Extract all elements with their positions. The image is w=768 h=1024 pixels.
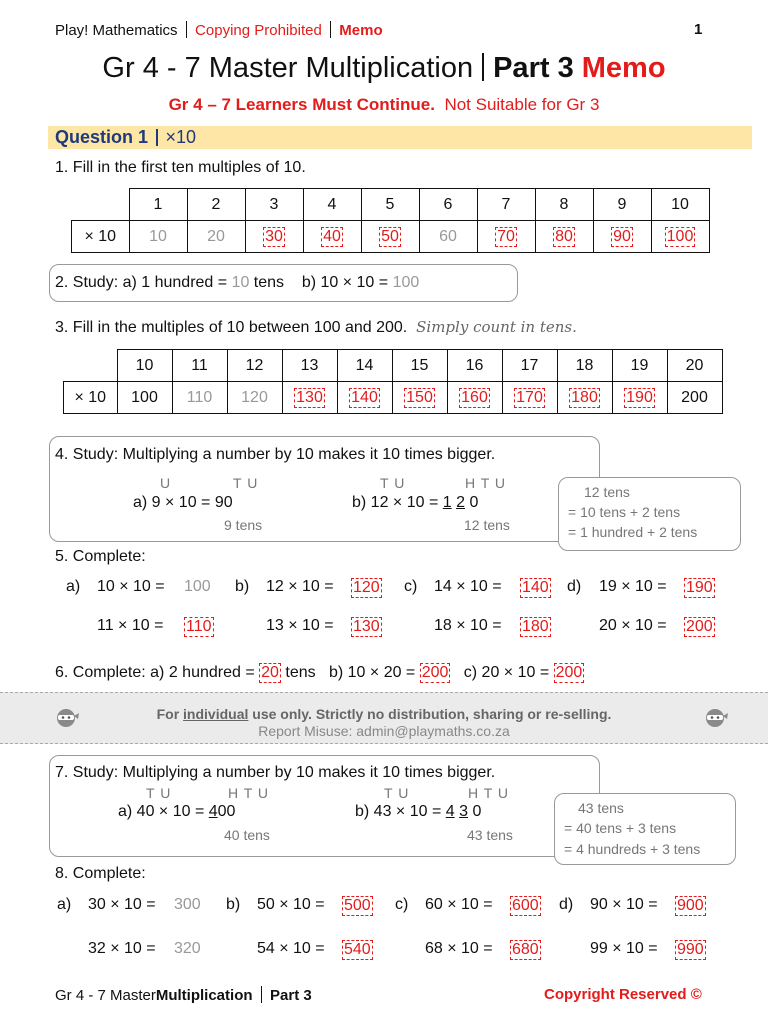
q3-value-cell (117, 382, 172, 414)
q7-instruction: 7. Study: Multiplying a number by 10 makes it 10 times bigger. (55, 764, 496, 781)
q3-hint: Simply count in tens. (416, 318, 577, 336)
q1-value-cell (245, 221, 303, 253)
q5-item-answer: 110 (186, 618, 212, 635)
q8-item-letter: c) (395, 896, 409, 913)
q2-prefix: 2. Study: a) 1 hundred = (55, 274, 232, 291)
q5-item-answer: 100 (184, 578, 211, 595)
q7-b-expr (355, 803, 481, 821)
q5-item-letter: b) (235, 578, 250, 595)
q1-value: 70 (497, 227, 515, 245)
q8-item-answer: 300 (174, 896, 201, 913)
q7-b-digit-h: 4 (445, 803, 455, 820)
q6-b-prefix: b) 10 × 20 = (328, 664, 416, 681)
q7-a-expr (118, 803, 235, 821)
q5-instruction: 5. Complete: (55, 548, 146, 565)
q3-value-cell (227, 382, 282, 414)
q2-b-answer: 100 (392, 274, 420, 291)
q8-item-answer: 540 (344, 941, 371, 958)
q1-value-cell (593, 221, 651, 253)
q8-item-expr: 30 × 10 = (88, 896, 156, 913)
q8-item-answer: 600 (512, 897, 539, 914)
footer-series: Gr 4 - 7 Master (55, 987, 156, 1004)
memo-tag: Memo (339, 22, 383, 39)
page-header (55, 21, 383, 39)
q8-item-answer-wrap (174, 940, 201, 958)
q7-b-digit-u: 0 (472, 803, 482, 820)
q1-header-cell: 7 (477, 189, 535, 221)
q3-header-cell: 14 (337, 350, 392, 382)
question-op: ×10 (165, 127, 197, 147)
q3-value-cell (337, 382, 392, 414)
q1-value-cell (129, 221, 187, 253)
q4-a-expr: a) 9 × 10 = 90 (133, 494, 233, 511)
q7-b-place-left: T U (384, 785, 410, 801)
q7-a-digit-h: 4 (208, 803, 218, 820)
q1-header-cell: 5 (361, 189, 419, 221)
q7-side-line2: = 40 tens + 3 tens (564, 820, 677, 836)
q4-b-expr (352, 494, 478, 512)
q1-value: 60 (439, 227, 457, 245)
q5-item-letter: d) (567, 578, 582, 595)
q8-item-answer-wrap (675, 896, 706, 916)
q8-item-expr: 32 × 10 = (88, 940, 156, 957)
q4-side-line1: 12 tens (584, 484, 630, 500)
q8-item-answer-wrap (342, 940, 373, 960)
q4-a-note: 9 tens (224, 517, 263, 533)
question-heading (55, 127, 196, 148)
q4-b-note: 12 tens (464, 517, 510, 533)
q5-item-answer: 180 (522, 618, 549, 635)
q8-item-answer-wrap (510, 896, 541, 916)
q6-c-prefix: c) 20 × 10 = (463, 664, 550, 681)
q3-header-cell: 17 (502, 350, 557, 382)
q8-item-answer-wrap (174, 896, 201, 914)
q5-item-expr: 20 × 10 = (599, 617, 667, 634)
q1-value: 50 (381, 227, 399, 245)
q8-item-answer: 680 (512, 941, 539, 958)
q3-header-cell: 13 (282, 350, 337, 382)
q1-instruction: 1. Fill in the first ten multiples of 10. (55, 159, 306, 176)
q1-value: 80 (555, 227, 573, 245)
q3-value: 110 (186, 388, 213, 406)
q8-item-letter: b) (226, 896, 241, 913)
q3-table (63, 349, 723, 414)
q3-value: 170 (516, 388, 543, 406)
q1-header-cell: 3 (245, 189, 303, 221)
q8-item-answer-wrap (510, 940, 541, 960)
banner-line1 (0, 706, 768, 722)
q3-value: 120 (241, 388, 268, 406)
q4-b-prefix: b) 12 × 10 = (352, 494, 443, 511)
q3-value: 140 (351, 388, 378, 406)
q3-header-cell: 18 (557, 350, 612, 382)
q7-b-digit-t: 3 (459, 803, 468, 820)
q8-item-expr: 90 × 10 = (590, 896, 658, 913)
q1-value-cell (303, 221, 361, 253)
footer-copyright: Copyright Reserved © (544, 986, 702, 1003)
q8-item-letter: a) (57, 896, 72, 913)
q4-side-line2: = 10 tens + 2 tens (568, 504, 681, 520)
q5-item-answer: 140 (522, 579, 549, 596)
q8-item-answer-wrap (342, 896, 373, 916)
q7-a-place-right: H T U (228, 785, 270, 801)
q3-value: 200 (681, 388, 708, 406)
q3-value-cell (172, 382, 227, 414)
q5-item-answer-wrap (684, 617, 715, 637)
q1-header-cell: 9 (593, 189, 651, 221)
banner-line1-u: individual (183, 706, 249, 722)
q3-value: 130 (296, 388, 323, 406)
q3-header-cell: 12 (227, 350, 282, 382)
subtitle (0, 95, 768, 115)
q5-item-expr: 19 × 10 = (599, 578, 667, 595)
q3-value-cell (282, 382, 337, 414)
q1-value-cell (187, 221, 245, 253)
q4-a-place-right: T U (233, 475, 259, 491)
q3-header-cell: 19 (612, 350, 667, 382)
q8-item-answer: 990 (677, 941, 704, 958)
q6-b-answer: 200 (421, 664, 449, 681)
q8-item-answer: 900 (677, 897, 704, 914)
page-footer (55, 986, 312, 1004)
q4-b-place-right: H T U (465, 475, 507, 491)
q5-item-answer: 200 (686, 618, 713, 635)
q1-header-cell: 1 (129, 189, 187, 221)
q1-value: 90 (613, 227, 631, 245)
q8-item-answer: 500 (344, 897, 371, 914)
q3-value: 180 (571, 388, 598, 406)
banner-line1-a: For (156, 706, 184, 722)
q4-b-digit-t: 2 (456, 494, 465, 511)
page-number: 1 (694, 21, 703, 38)
q8-instruction: 8. Complete: (55, 865, 146, 882)
q5-item-answer-wrap (184, 617, 214, 637)
footer-part: Part 3 (270, 987, 312, 1004)
q3-value-cell (557, 382, 612, 414)
q4-a-place-left: U (160, 475, 171, 491)
q5-item-answer-wrap (351, 617, 382, 637)
q7-side-line1: 43 tens (578, 800, 624, 816)
q7-a-prefix: a) 40 × 10 = (118, 803, 209, 820)
q3-value-cell (392, 382, 447, 414)
brand-name: Play! Mathematics (55, 22, 178, 39)
q8-item-answer-wrap (675, 940, 706, 960)
q2-a-suffix: tens (249, 274, 285, 291)
q3-header-cell: 15 (392, 350, 447, 382)
subtitle-continue: Gr 4 – 7 Learners Must Continue. (168, 95, 435, 114)
q4-b-place-left: T U (380, 475, 406, 491)
q6-text (55, 663, 584, 683)
q6-c-answer: 200 (555, 664, 583, 681)
q4-b-digit-h: 1 (442, 494, 452, 511)
banner-line1-b: use only. Strictly no distribution, sharing or re-selling. (248, 706, 612, 722)
q3-header-cell: 11 (172, 350, 227, 382)
q1-value-cell (419, 221, 477, 253)
q5-item-letter: c) (404, 578, 418, 595)
q7-b-prefix: b) 43 × 10 = (355, 803, 446, 820)
title-main: Gr 4 - 7 Master Multiplication (102, 52, 474, 84)
q1-value: 20 (207, 227, 225, 245)
q3-header-cell: 16 (447, 350, 502, 382)
q5-item-answer-wrap (520, 617, 551, 637)
q5-item-answer-wrap (351, 578, 382, 598)
q6-prefix: 6. Complete: a) 2 hundred = (55, 664, 255, 681)
q3-text: 3. Fill in the multiples of 10 between 100 and 200. (55, 319, 408, 336)
q3-value-cell (502, 382, 557, 414)
q5-item-expr: 18 × 10 = (434, 617, 502, 634)
q5-item-expr: 12 × 10 = (266, 578, 334, 595)
q8-item-expr: 54 × 10 = (257, 940, 325, 957)
q3-header-cell: 10 (117, 350, 172, 382)
q1-header-cell: 4 (303, 189, 361, 221)
copy-notice: Copying Prohibited (195, 22, 322, 39)
q3-value: 100 (131, 388, 158, 406)
q7-a-digits-tu: 00 (217, 803, 236, 820)
q3-value-cell (667, 382, 722, 414)
q7-b-place-right: H T U (468, 785, 510, 801)
q3-value: 160 (461, 388, 488, 406)
q2-b-prefix: b) 10 × 10 = (301, 274, 393, 291)
q3-instruction (55, 318, 577, 337)
q1-value: 30 (265, 227, 283, 245)
q1-row-label: × 10 (72, 221, 130, 253)
q3-row-label: × 10 (64, 382, 118, 414)
title-part: Part 3 (493, 52, 574, 84)
q5-item-answer: 130 (353, 618, 380, 635)
q4-b-digit-u: 0 (469, 494, 479, 511)
q5-item-expr: 14 × 10 = (434, 578, 502, 595)
q8-item-expr: 68 × 10 = (425, 940, 493, 957)
q1-value-cell (535, 221, 593, 253)
q1-header-cell: 6 (419, 189, 477, 221)
q3-value-cell (612, 382, 667, 414)
q8-item-answer: 320 (174, 940, 201, 957)
q3-header-cell: 20 (667, 350, 722, 382)
q8-item-expr: 99 × 10 = (590, 940, 658, 957)
q5-item-answer: 190 (686, 579, 713, 596)
q5-item-expr: 13 × 10 = (266, 617, 334, 634)
page-title (0, 52, 768, 85)
q1-value-cell (651, 221, 709, 253)
title-memo: Memo (581, 52, 666, 84)
q5-item-answer-wrap (184, 578, 211, 596)
q7-side-line3: = 4 hundreds + 3 tens (564, 841, 701, 857)
q1-header-cell: 8 (535, 189, 593, 221)
q5-item-expr: 11 × 10 = (97, 617, 164, 634)
q5-item-answer-wrap (684, 578, 715, 598)
q1-value-cell (477, 221, 535, 253)
q6-a-answer: 20 (261, 664, 279, 681)
q3-value-cell (447, 382, 502, 414)
q5-item-expr: 10 × 10 = (97, 578, 165, 595)
q1-header-cell: 10 (651, 189, 709, 221)
q1-header-cell: 2 (187, 189, 245, 221)
q1-value-cell (361, 221, 419, 253)
banner-line2: Report Misuse: admin@playmaths.co.za (258, 723, 510, 739)
question-label: Question 1 (55, 127, 149, 147)
q8-item-expr: 50 × 10 = (257, 896, 325, 913)
q1-value: 40 (323, 227, 341, 245)
q3-value: 190 (626, 388, 653, 406)
q4-instruction: 4. Study: Multiplying a number by 10 makes it 10 times bigger. (55, 446, 496, 463)
q7-a-place-left: T U (146, 785, 172, 801)
q1-value: 10 (149, 227, 167, 245)
q8-item-letter: d) (559, 896, 574, 913)
q7-a-note: 40 tens (224, 827, 270, 843)
q5-item-answer-wrap (520, 578, 551, 598)
q8-item-expr: 60 × 10 = (425, 896, 493, 913)
q2-a-answer: 10 (231, 274, 250, 291)
footer-topic: Multiplication (155, 987, 253, 1004)
q3-value: 150 (406, 388, 433, 406)
subtitle-note: Not Suitable for Gr 3 (444, 95, 600, 114)
q4-side-line3: = 1 hundred + 2 tens (568, 524, 698, 540)
q1-table (71, 188, 710, 253)
q6-a-suffix: tens (285, 664, 316, 681)
q2-text (55, 274, 419, 292)
q7-b-note: 43 tens (467, 827, 513, 843)
q5-item-letter: a) (66, 578, 81, 595)
q5-item-answer: 120 (353, 579, 380, 596)
q1-value: 100 (666, 227, 694, 245)
